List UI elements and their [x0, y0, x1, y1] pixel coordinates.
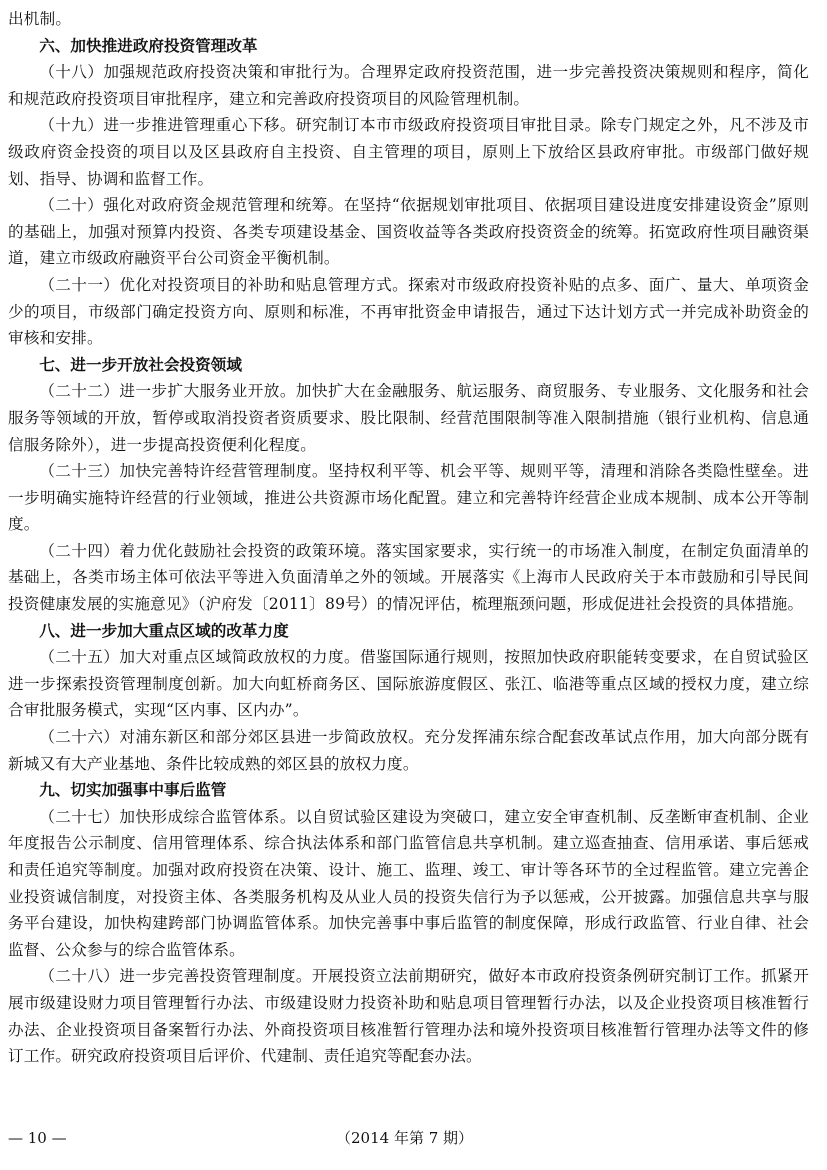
- item-lead: （二十一）优化对投资项目的补助和贴息管理方式。: [39, 275, 409, 294]
- item-text: 探索对市级政府投资补贴的点多、面广、量大、单项资金少的项目，市级部门确定投资方向、原则和标准，不再审批资金申请报告，通过下达计划方式一并完成补助资金的审核和安排。: [8, 275, 809, 348]
- item-text: 坚持权利平等、机会平等、规则平等，清理和消除各类隐性壁垒。进一步明确实施特许经营的行业领域，推进公共资源市场化配置。建立和完善特许经营企业成本规制、成本公开等制度。: [8, 462, 809, 534]
- item-21: [8, 272, 809, 352]
- item-lead: （十九）进一步推进管理重心下移。: [39, 116, 296, 135]
- item-19: [8, 112, 809, 192]
- item-text: 落实国家要求，实行统一的市场准入制度，在制定负面清单的基础上，各类市场主体可依法平等进入负面清单之外的领域。开展落实《上海市人民政府关于本市鼓励和引导民间投资健康发展的实施意见》（沪府发〔2011〕89号）的情况评估，梳理瓶颈问题，形成促进社会投资的具体措施。: [8, 541, 809, 614]
- item-23: [8, 458, 809, 538]
- item-lead: （二十）强化对政府资金规范管理和统筹。: [39, 196, 344, 215]
- item-26: [8, 724, 809, 777]
- item-text: 合理界定政府投资范围，进一步完善投资决策规则和程序，简化和规范政府投资项目审批程序，建立和完善政府投资项目的风险管理机制。: [8, 63, 809, 108]
- issue-label: （2014 年第 7 期）: [336, 1129, 474, 1147]
- section-heading-6: 六、加快推进政府投资管理改革: [39, 36, 258, 55]
- item-lead: （二十六）对浦东新区和部分郊区县进一步简政放权。: [39, 728, 425, 747]
- item-25: [8, 644, 809, 724]
- section-heading-8: 八、进一步加大重点区域的改革力度: [39, 621, 289, 640]
- item-text: 充分发挥浦东综合配套改革试点作用，加大向部分既有新城又有大产业基地、条件比较成熟的郊区县的放权力度。: [8, 728, 809, 773]
- item-22: [8, 378, 809, 458]
- item-28: [8, 963, 809, 1069]
- page-number: — 10 —: [8, 1129, 67, 1147]
- section-heading-9: 九、切实加强事中事后监管: [39, 781, 227, 800]
- item-lead: （二十八）进一步完善投资管理制度。: [39, 967, 312, 986]
- item-text: 加快扩大在金融服务、航运服务、商贸服务、专业服务、文化服务和社会服务等领域的开放，暂停或取消投资者资质要求、股比限制、经营范围限制等准入限制措施（银行业机构、信息通信服务除外），进一步提高投资便利化程度。: [8, 382, 809, 454]
- item-20: [8, 192, 809, 272]
- item-lead: （二十七）加快形成综合监管体系。: [39, 807, 296, 826]
- item-27: [8, 804, 809, 964]
- item-lead: （二十二）进一步扩大服务业开放。: [39, 382, 296, 401]
- continued-text: 出机制。: [8, 10, 72, 28]
- page-footer: [8, 1126, 809, 1150]
- item-lead: （二十四）着力优化鼓励社会投资的政策环境。: [39, 541, 377, 560]
- item-24: [8, 538, 809, 618]
- item-text: 开展投资立法前期研究，做好本市政府投资条例研究制订工作。抓紧开展市级建设财力项目管理暂行办法、市级建设财力投资补助和贴息项目管理暂行办法，以及企业投资项目核准暂行办法、企业投资项目备案暂行办法、外商投资项目核准暂行管理办法和境外投资项目核准暂行管理办法等文件的修订工作。研究政府投资项目后评价、代建制、责任追究等配套办法。: [8, 967, 809, 1066]
- document-body: [8, 6, 809, 1070]
- item-text: 在坚持“依据规划审批项目、依据项目建设进度安排建设资金”原则的基础上，加强对预算内投资、各类专项建设基金、国资收益等各类政府投资资金的统筹。拓宽政府性项目融资渠道，建立市级政府融资平台公司资金平衡机制。: [8, 196, 809, 268]
- item-lead: （二十五）加大对重点区域简政放权的力度。: [39, 648, 361, 667]
- item-lead: （十八）加强规范政府投资决策和审批行为。: [39, 63, 361, 82]
- item-text: 以自贸试验区建设为突破口，建立安全审查机制、反垄断审查机制、企业年度报告公示制度、信用管理体系、综合执法体系和部门监管信息共享机制。建立巡查抽查、信用承诺、事后惩戒和责任追究等制度。加强对政府投资在决策、设计、施工、监理、竣工、审计等各环节的全过程监管。建立完善企业投资诚信制度，对投资主体、各类服务机构及从业人员的投资失信行为予以惩戒，公开披露。加强信息共享与服务平台建设，加快构建跨部门协调监管体系。加快完善事中事后监管的制度保障，形成行政监管、行业自律、社会监督、公众参与的综合监管体系。: [8, 807, 809, 959]
- item-text: 研究制订本市市级政府投资项目审批目录。除专门规定之外，凡不涉及市级政府资金投资的项目以及区县政府自主投资、自主管理的项目，原则上下放给区县政府审批。市级部门做好规划、指导、协调和监督工作。: [8, 116, 809, 188]
- section-heading-7: 七、进一步开放社会投资领域: [39, 355, 242, 374]
- item-18: [8, 59, 809, 112]
- item-lead: （二十三）加快完善特许经营管理制度。: [39, 462, 328, 481]
- item-text: 借鉴国际通行规则，按照加快政府职能转变要求，在自贸试验区进一步探索投资管理制度创新。加大向虹桥商务区、国际旅游度假区、张江、临港等重点区域的授权力度，建立综合审批服务模式，实现“区内事、区内办”。: [8, 648, 809, 720]
